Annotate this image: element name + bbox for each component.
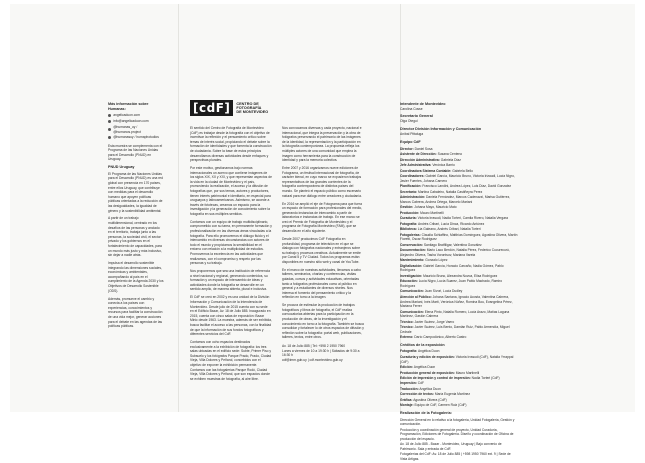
cdf-paragraph: En el marco de nuestras actividades, llevamos a cabo talleres, seminarios, charlas y conferencias, visitas guiadas, cursos y actividades educativas, orientadas tanto a fotógrafos profesionales como al público en general y a estudiantes de diversos niveles. Nos interesa el fomento del pensamiento crítico y la reflexión en torno a la imagen. — [282, 267, 361, 300]
team-row — [400, 243, 518, 248]
team-role: Fotografía: — [400, 221, 418, 226]
credits-row — [400, 349, 518, 354]
team-row — [400, 211, 518, 216]
credits-role: Traducción: — [400, 386, 419, 391]
cdf-logo-mark: [cdF] — [190, 100, 233, 116]
team-role: Administración: — [400, 195, 426, 200]
team-role: Externo: — [400, 335, 414, 340]
contact-heading: Más información sobre Humanas: — [108, 102, 149, 111]
left-panel — [108, 102, 164, 332]
team-list — [400, 147, 518, 340]
team-names: Javier Suárez, Luis Bento, Damián Ruiz, Pablo Armendía, Miguel Cedrale — [400, 325, 510, 334]
cdf-paragraph: Se procura de estimular la producción de trabajos fotográficos y libros de fotografía, el CdF realiza convocatorias abiertas para la participación en la producción de obras, de la investigación y el conocimiento en torno a la fotografía. También se busca consolidar y fortalecer lo de otros espacios de difusión y reflexión sobre la fotografía: portal web, publicaciones, talleres, textos, entre otros. — [282, 303, 364, 340]
team-names: Victoria Irrasudi, Nadia Torteri, Camila Rivero, Natalia Vergara — [417, 216, 508, 221]
team-row — [400, 335, 518, 340]
credits-role: Gráfica: — [400, 397, 413, 402]
right-panel — [400, 102, 518, 463]
credits-list — [400, 349, 518, 408]
team-names: Santiago Bratfiligar, Valentina González — [423, 242, 482, 247]
credits-heading: Créditos de la exposición — [400, 342, 445, 347]
contact-facebook-label: @humanasuy / humaphotudios — [113, 135, 159, 140]
contact-instagram-label: @humanas_uy / @humanos.project — [113, 124, 141, 134]
team-row — [400, 190, 518, 195]
facebook-icon — [108, 136, 111, 139]
team-row — [400, 216, 518, 221]
team-row — [400, 174, 518, 183]
team-role: Técnico: — [400, 319, 414, 324]
team-names: Javier Suárez, Jorge Vaero — [414, 319, 455, 324]
credits-row — [400, 365, 518, 370]
team-heading: Equipo CdF — [400, 140, 421, 145]
team-names: Gabriela Bello — [452, 168, 473, 173]
team-names: Gonzalo López — [425, 258, 448, 263]
team-role: Fotogalerías: — [400, 232, 421, 237]
team-names: Gabriela Díaz — [440, 157, 461, 162]
cdf-address — [282, 344, 364, 362]
credits-row — [400, 387, 518, 392]
pnud-paragraph: El Programa de las Naciones Unidas para el Desarrollo (PNUD) es una red global con presencia en 170 países, entre ellos Uruguay, que contribuye con medidas para el desarrollo humano que apoyen políticas públicas orientadas a la reducción de las desigualdades, la igualdad de género y la sostenibilidad ambiental. — [108, 171, 163, 213]
team-names: Johana Santana, Ignacio Acosta, Valentina Cabrera, Andrea Mariani, Inés Martí, Verónica Núñez, Romina Bou, Evangelina Pérez, Mariana Ferrer — [400, 294, 513, 309]
contact-web[interactable] — [108, 113, 164, 118]
team-role: Investigación: — [400, 273, 423, 278]
cdf-paragraph: El CdF se creó en 2002 y es una unidad de la División Información y Comunicación de la Intendencia de Montevideo. Desde julio de 2015 cuenta con su sede en el Edificio Bazar, Av. 18 de Julio 885. Inaugurado en 2015, cuenta con cinco salas de exposición: Bazar Minic desde 1963. La muestra, además de ser exhibida, busca facilitar el acceso a las personas, con la finalidad de que la información de sus fondos fotográficos y diferentes servicios del CdF. — [190, 295, 272, 337]
pnud-paragraph: Además, promueve el cambio y conecta a los países con experiencias, conocimientos y recursos para facilitar la construcción de una vida mejor, generar acciones para el debate en las agendas de las políticas públicas. — [108, 296, 163, 329]
team-role: Comunicación: — [400, 309, 424, 314]
footer-notes — [400, 418, 518, 462]
team-names: Gabriel García, Horacio Carcaño, Nadia Gómez, Pablo Rodríguez — [400, 263, 504, 273]
team-row — [400, 233, 518, 242]
credits-row — [400, 376, 518, 381]
team-row — [400, 258, 518, 263]
team-names: Andrés Cribari, Lucía Dinca, Ricardo Antúnez — [417, 221, 485, 226]
cdf-paragraph: Entre 2007 y 2016 organizamos nueve ediciones de Fotograma, un festival internacional de fotografía, de carácter bienal, en cuyo marco se expusieron trabajos representativos de las grandes corrientes de la fotografía contemporánea de distintos países del mundo. Se planteó el espacio público como escenario natural para ese diálogo entre creadores y ciudadanía. — [282, 166, 362, 198]
middle-column-2 — [282, 126, 364, 362]
team-row — [400, 289, 518, 294]
team-role: Comunicación: — [400, 289, 424, 294]
team-row — [400, 163, 518, 168]
cdf-paragraph: Contamos con un equipo de trabajo multidisciplinario, comprometido con su tarea, en permanente formación y profesionalización en las diversas áreas vinculadas a la fotografía. Para ello promovemos el diálogo fluido y el intercambio en diversas circunstancias con actores de todo el mundo y propiciamos la sensibilidad en el entorno con relación a la multiplicidad de estudios. Promovemos la excelencia en las actividades que realizamos, con el compromiso y respeto por las personas y su trabajo. — [190, 219, 272, 266]
team-names: Verónica Barrio — [432, 163, 455, 168]
team-row — [400, 158, 518, 163]
credits-names: María Eugenia Martínez — [434, 392, 471, 397]
team-names: Martina Cabaleiro, Natalia Castiñeyra Perez — [417, 189, 483, 194]
team-role: Documentación: — [400, 248, 426, 253]
team-names: Elena Pinto, Natalia Romero, Lucía Arazo, Matías Laguna Martínez, Gastón Cabrera — [400, 309, 510, 319]
team-row — [400, 320, 518, 325]
instagram-icon — [108, 128, 111, 131]
address-line: Lunes a viernes de 10 a 19:30 h | Sábados de 9:30 a 16:30 h — [282, 348, 360, 358]
pnud-paragraph: A partir de un trabajo multidimensional, centrado en los desafíos de las personas y anclado en el territorio, trabaja junto a las personas, la sociedad civil, el sector privado y los gobiernos en el fortalecimiento de capacidades, para un mundo más justo y más inclusivo, sin dejar a nadie atrás. — [108, 216, 162, 258]
address-line[interactable]: cdf@imm.gub.uy | cdf.montevideo.gub.uy — [282, 357, 343, 362]
team-names: Darío Campodónico, Alberto Castro — [414, 335, 467, 340]
team-row — [400, 195, 518, 204]
team-row — [400, 264, 518, 273]
credits-names: Angélica Duon — [417, 349, 440, 354]
credits-role: Producción general de exposición: — [400, 370, 455, 375]
team-row — [400, 274, 518, 279]
team-names: Mauricio Bruno, Alexandra Novoa, Elisa Rodríguez — [423, 273, 498, 278]
team-row — [400, 279, 518, 288]
team-role: Biblioteca: — [400, 227, 417, 232]
team-role: Mantenimiento: — [400, 258, 425, 263]
team-role: Director: — [400, 146, 414, 151]
cdf-paragraph: El sentido del Centro de Fotografía de Montevideo (CdF) es trabajar desde la fotografía con el objetivo de incentivar la reflexión y el pensamiento crítico sobre temas de interés social, propiciando el debate sobre la formación de identidades y que fomenta la construcción de ciudadanía. Sobre la base de estos principios desarrollamos diversas actividades desde enfoques y perspectivas plurales. — [190, 126, 272, 163]
team-row — [400, 248, 518, 257]
credits-names: CdF — [417, 381, 425, 386]
team-role: Técnico: — [400, 325, 414, 330]
team-role: Secretaría: — [400, 189, 418, 194]
team-role: Jefe Administrativa: — [400, 163, 432, 168]
team-row — [400, 310, 518, 319]
pnud-paragraph: Impulsa el desarrollo sostenible integrando las dimensiones sociales, económicas y ambientales, acompañando al país en el cumplimiento de la Agenda 2030 y los Objetivos de Desarrollo Sostenible (ODS). — [108, 261, 164, 293]
team-role: Conservación: — [400, 242, 423, 247]
logo-line: FOTOGRAFÍA — [236, 105, 262, 110]
cdf-paragraph: Nos proponemos que sea una institución de referencia a nivel nacional y regional, generando contenidos, su formación y un espacio de intercambio de ideas y actividades donde la fotografía se desarrolle en un sentido amplio, de manera abierta, plural e inclusiva. — [190, 269, 270, 292]
footer-heading: Realización de la Fotogalería: — [400, 411, 452, 416]
globe-icon — [108, 114, 111, 117]
credits-names: Angélica Duon — [413, 365, 436, 370]
credits-role: Fotografía: — [400, 349, 418, 354]
credits-role: Edición de impresión y control de impresión: — [400, 376, 471, 380]
credits-names: Mauro Martinelli — [455, 370, 480, 375]
address-line: Av. 18 de Julio 885 | Tel: +598 2 1950 7960 — [282, 344, 346, 349]
credits-row — [400, 355, 518, 364]
director-label: Director División Información y Comunicación — [400, 126, 482, 131]
team-row — [400, 147, 518, 152]
credits-role: Curaduría y edición de exposición: — [400, 354, 455, 359]
credits-names: Nadia Torteri (CdF) — [471, 376, 500, 380]
team-names: Francisco Landini, Andrea López, Luis Díaz, David Gonzalez — [422, 184, 512, 189]
logo-line: DE MONTEVIDEO — [236, 110, 269, 115]
cdf-paragraph: Por este motivo, gestionamos bajo normas internacionales un acervo que contiene imágenes de los siglos XIX, XX y XXI, y que representan aspectos de la vida en la ciudad de Montevideo y el país, promoviendo la realización, el acceso y la difusión de fotografías que, por sus temas, autores y productores, tienen interés patrimonial e identitario, en especial para uruguayos y latinoamericanos. Asimismo, se accede a través de fototecas, creamos un espacio para la investigación y la generación de conocimiento sobre la fotografía en sus múltiples sentidos. — [190, 166, 272, 216]
team-names: Daniel Sosa — [414, 146, 433, 151]
team-row — [400, 169, 518, 174]
credits-names: Angélica Duon — [419, 386, 441, 391]
team-role: Digitalización: — [400, 263, 423, 268]
cdf-paragraph: Nos convocamos diversas y cada proyecto, nacional e internacional, que integra la preservación y la obra de fotógrafos preservando el patrimonio de las imágenes de la identidad, la representación y la participación en la fotografía contemporánea. La propuesta refleja los múltiples actores de una comunidad que emplea la imagen como herramienta para la construcción de identidad y para la memoria colectiva. — [282, 126, 362, 163]
team-row — [400, 227, 518, 232]
team-role: Coordinadora Sistema Contable: — [400, 168, 452, 173]
credits-row — [400, 392, 518, 397]
secretario-label: Secretario General — [400, 114, 433, 119]
team-names: Susana Centeno — [437, 152, 463, 157]
team-role: Atención al Público: — [400, 294, 432, 299]
footer-line: Av. 18 de Julio 885 - Bazar - Montevideo, Uruguay | Bajo convenio de Patrimonio. Sala y entrada de CdF. — [400, 442, 502, 451]
credits-row — [400, 398, 518, 403]
team-role: Producción: — [400, 210, 420, 215]
team-names: Mauro Martinelli — [420, 210, 444, 215]
team-role: Curaduría: — [400, 216, 417, 221]
team-role: Asistente de Dirección: — [400, 152, 437, 157]
team-role: Educación: — [400, 279, 418, 284]
team-names: Lía Galeano, Andrés Cribari, Natalia Torteri — [417, 227, 481, 232]
credits-role: Corrección de textos: — [400, 392, 434, 397]
credits-names: Victoria Irrasudi (CdF), Natalia Yrrappal (CdF) — [400, 354, 514, 364]
team-role: Planificación: — [400, 184, 422, 189]
contact-facebook[interactable] — [108, 135, 164, 140]
contact-email[interactable] — [108, 119, 164, 124]
contact-web-label: angelicaduon.com — [113, 113, 140, 118]
team-role: Dirección Administrativa: — [400, 157, 440, 162]
team-row — [400, 222, 518, 227]
team-names: Mario Laco Berdón, Natalia Pérez, Federico Cucurecurú, Alejandro Olivera, Tasha Vorontsov, Mariana Varela — [400, 248, 510, 257]
contact-email-label: info@angelicaduon.com — [113, 119, 149, 124]
intro-text: Esta muestra se complementa con el Programa de las Naciones Unidas para el Desarrollo (PNUD) en Uruguay. — [108, 143, 163, 162]
director-name: Aníbal Pittaluga — [400, 131, 424, 136]
team-row — [400, 184, 518, 189]
pnud-heading: PNUD Uruguay — [108, 165, 135, 170]
team-row — [400, 325, 518, 334]
credits-names: Agustina Olivera (CdF) — [413, 397, 447, 402]
team-names: Claudia Schiaffino, Matthías Domínguez, Agostina Olivera, Martín Fioretti, Oscar Rodríguez — [400, 232, 518, 242]
cdf-paragraph: En 2016 se amplió el eje de Fotograma para que fuera un espacio de formación para profesionales del medio, generando instancias de intercambio a partir de laboratorios e instancias de trabajo. En ese marco se creó el Premio de Fotografía de Montevideo y el programa de Fotografía Montevideo (FAM), que se desarrolla en el año siguiente. — [282, 201, 363, 234]
team-names: Daniela Fernández, Marcos Cadenazzi, Marisa Gutiérrez, Marcos Cabrera, Andrea Ortega, Marcelo Mariani — [400, 195, 511, 204]
middle-column-1 — [190, 126, 272, 385]
footer-line: Producción y coordinación general de proyecto, Unidad Curaduría, Programación, Ediciones de Fotogalería. Diseño y coordinación de Oficina de producción del espacio. — [400, 427, 514, 441]
fold-line-left — [178, 4, 179, 412]
team-row — [400, 295, 518, 309]
cdf-logo — [190, 100, 268, 116]
footer-line: Dirección General en lo relativo a la fotogalería, Unidad Fotogalería, Gestión y comunicación. — [400, 417, 515, 427]
secretario-name: Olga Otegui — [400, 119, 418, 124]
contact-instagram[interactable] — [108, 125, 164, 134]
credits-names: Equipo de CdF, Carmen Ruiz (CdF) — [414, 403, 467, 408]
credits-row — [400, 403, 518, 408]
credits-role: Edición: — [400, 365, 414, 370]
cdf-paragraph: Contamos con ocho espacios destinados exclusivamente a la exhibición de fotografía: los tres salas ubicadas en el edificio sede: Subte, Primer Piso y Subsuelo y los fotógrafos Parque Prado, Prado, Ciudad Vieja, Villa Dolores y Peñarol, concebidos con el objetivo de exponer la exhibición permanente. Contamos con las fotogalerías Parque Rodó, Ciudad Vieja, Villa Dolores y Peñarol, que son espacios donde se exhiben muestras de fotografía, al aire libre. — [190, 340, 272, 381]
team-role: Coordinadores: — [400, 174, 425, 179]
team-names: Lucía Nigro, Lucía Suarez, Juan Pablo Machado, Ramiro Rodríguez — [400, 279, 503, 288]
logo-line: CENTRO DE — [236, 101, 259, 106]
credits-role: Montaje: — [400, 403, 414, 408]
credits-row — [400, 381, 518, 386]
team-row — [400, 205, 518, 210]
team-names: Juan Sívori, Lucía Dudley — [424, 289, 463, 294]
cdf-paragraph: Desde 2007 producimos CdF Fotografía en profundidad, programa de televisión en el que se dialoga con fotógrafos nacionales y extranjeros sobre su trabajo y procesos creativos. Actualmente se emite por Canal 5 y TV Ciudad. Todos los programas están disponibles en nuestro sitio web y canal de YouTube. — [282, 236, 361, 264]
credits-row — [400, 371, 518, 376]
cdf-logo-text — [236, 102, 268, 115]
intendente-label: Intendente de Montevideo — [400, 102, 446, 106]
intendente-name: Carolina Cosse — [400, 106, 423, 111]
team-role: Gestión: — [400, 205, 414, 210]
mail-icon — [108, 120, 111, 123]
team-names: Gabriel García, Mauricio Bruno, Victoria Irizaudi, Lucía Nigro, Javier Fuentes, Johana Carnero — [400, 174, 515, 183]
credits-role: Impresión: — [400, 381, 417, 386]
team-names: Johana Mayo, Mauricio Mato — [414, 205, 457, 210]
footer-line: Fotogalerías del CdF: Av. 18 de Julio 885 | +598 1950 7960 ext. 9 | Sede de Vista Artigas. — [400, 452, 511, 462]
team-row — [400, 152, 518, 157]
